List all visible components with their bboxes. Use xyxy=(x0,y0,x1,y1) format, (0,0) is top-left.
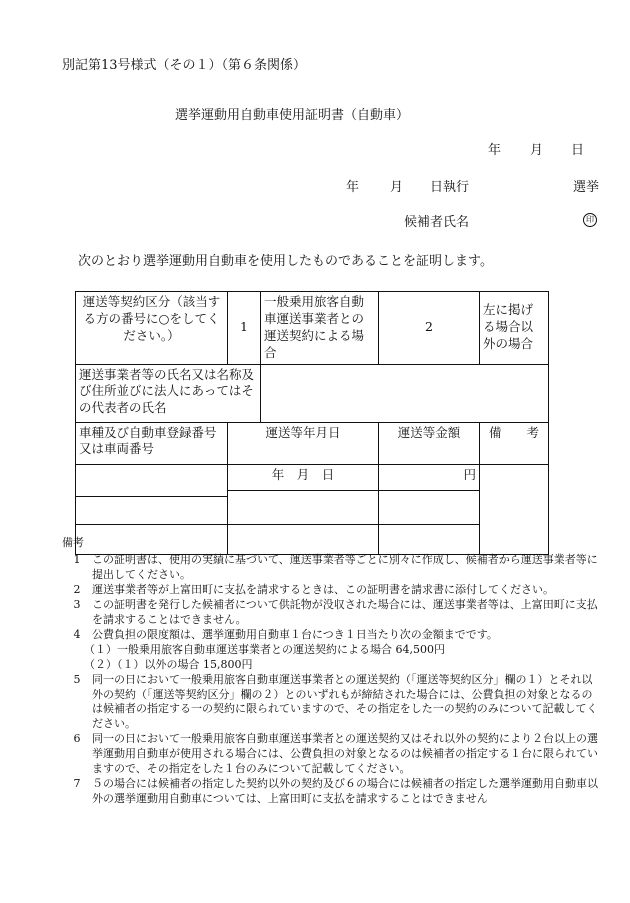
seal-icon: 印 xyxy=(583,213,597,227)
note-item xyxy=(62,583,602,598)
limit-taxi: （１）一般乗用旅客自動車運送事業者との運送契約による場合 64,500円 xyxy=(84,642,445,656)
note-number: 3 xyxy=(73,597,81,611)
note-number: 5 xyxy=(73,672,81,686)
note-text: 運送事業者等が上富田町に支払を請求するときは、この証明書を請求書に添付してください。 xyxy=(92,582,554,596)
note-text: ５の場合には候補者の指定した契約以外の契約及び６の場合には候補者の指定した選挙運動用自動車以外の選挙運動用自動車については、上富田町に支払を請求することはできません xyxy=(92,777,598,806)
form-id: 別記第13号様式（その１）（第６条関係） xyxy=(62,58,307,73)
remarks-column-header: 備 考 xyxy=(480,422,549,464)
note-number: 1 xyxy=(73,552,81,566)
note-item xyxy=(62,628,602,643)
seal-mark xyxy=(583,211,597,227)
contract-class-label: 運送等契約区分（該当する方の番号に○をしてください。） xyxy=(76,292,228,365)
vehicle-label: 車種及び自動車登録番号又は車両番号 xyxy=(76,422,228,464)
election-label: 選挙 xyxy=(573,180,600,195)
note-text: 公費負担の限度額は、選挙運動用自動車１台につき１日当たり次の金額までです。 xyxy=(92,627,498,641)
certification-statement: 次のとおり選挙運動用自動車を使用したものであることを証明します。 xyxy=(78,254,493,269)
operator-value[interactable] xyxy=(261,364,549,422)
note-item xyxy=(62,553,602,583)
note-item xyxy=(62,732,602,777)
note-item xyxy=(62,598,602,628)
date-column-header: 運送等年月日 xyxy=(228,422,379,464)
yen-unit: 円 xyxy=(379,464,480,490)
date-units: 年 月 日 xyxy=(228,464,379,490)
note-text: この証明書を発行した候補者について供託物が没収された場合には、運送事業者等は、上富田町に支払を請求することはできません。 xyxy=(92,597,598,626)
note-number: 6 xyxy=(73,732,81,746)
date-month-label: 月 xyxy=(530,143,544,158)
contract-option-2-num: 2 xyxy=(425,319,433,335)
limit-other: （２）（１）以外の場合 15,800円 xyxy=(84,657,253,671)
note-item xyxy=(62,777,602,807)
date-year-label: 年 xyxy=(488,143,502,158)
exec-day-label: 日執行 xyxy=(430,180,470,195)
note-number: 7 xyxy=(73,777,81,791)
exec-month-label: 月 xyxy=(390,180,404,195)
amount-value-1[interactable] xyxy=(379,490,480,524)
candidate-name-label: 候補者氏名 xyxy=(404,215,470,230)
contract-option-2-number[interactable] xyxy=(379,292,480,365)
document-title: 選挙運動用自動車使用証明書（自動車） xyxy=(175,108,410,123)
date-day-label: 日 xyxy=(571,143,585,158)
vehicle-value-1[interactable] xyxy=(76,464,228,496)
exec-year-label: 年 xyxy=(346,180,360,195)
vehicle-value-2[interactable] xyxy=(76,496,228,524)
operator-label: 運送事業者等の氏名又は名称及び住所並びに法人にあってはその代表者の氏名 xyxy=(76,364,261,422)
notes-section xyxy=(62,536,602,807)
usage-table xyxy=(75,291,549,555)
note-text: 同一の日において一般乗用旅客自動車運送事業者との運送契約又はそれ以外の契約により２台以上の選挙運動用自動車が使用される場合には、公費負担の対象となるのは候補者の指定する１台に限られていますので、その指定をした１台のみについて記載してください。 xyxy=(92,732,598,776)
contract-option-1-text: 一般乗用旅客自動車運送事業者との運送契約による場合 xyxy=(261,292,379,365)
note-item xyxy=(62,673,602,733)
contract-option-2-text: 左に掲げる場合以外の場合 xyxy=(480,292,549,365)
note-number: 2 xyxy=(73,582,81,596)
amount-column-header: 運送等金額 xyxy=(379,422,480,464)
contract-option-1-number[interactable]: 1 xyxy=(228,292,261,365)
date-value-1[interactable] xyxy=(228,490,379,524)
note-text: この証明書は、使用の実績に基づいて、運送事業者等ごとに別々に作成し、候補者から運送事業者等に提出してください。 xyxy=(92,552,598,581)
note-number: 4 xyxy=(73,627,81,641)
notes-title: 備考 xyxy=(62,536,84,549)
note-text: 同一の日において一般乗用旅客自動車運送事業者との運送契約（「運送等契約区分」欄の１）とそれ以外の契約（「運送等契約区分」欄の２）とのいずれもが締結された場合には、公費負担の対象となるのは候補者の指定する一の契約に限られていますので、その指定をした一の契約のみについて記載してください。 xyxy=(92,672,598,731)
